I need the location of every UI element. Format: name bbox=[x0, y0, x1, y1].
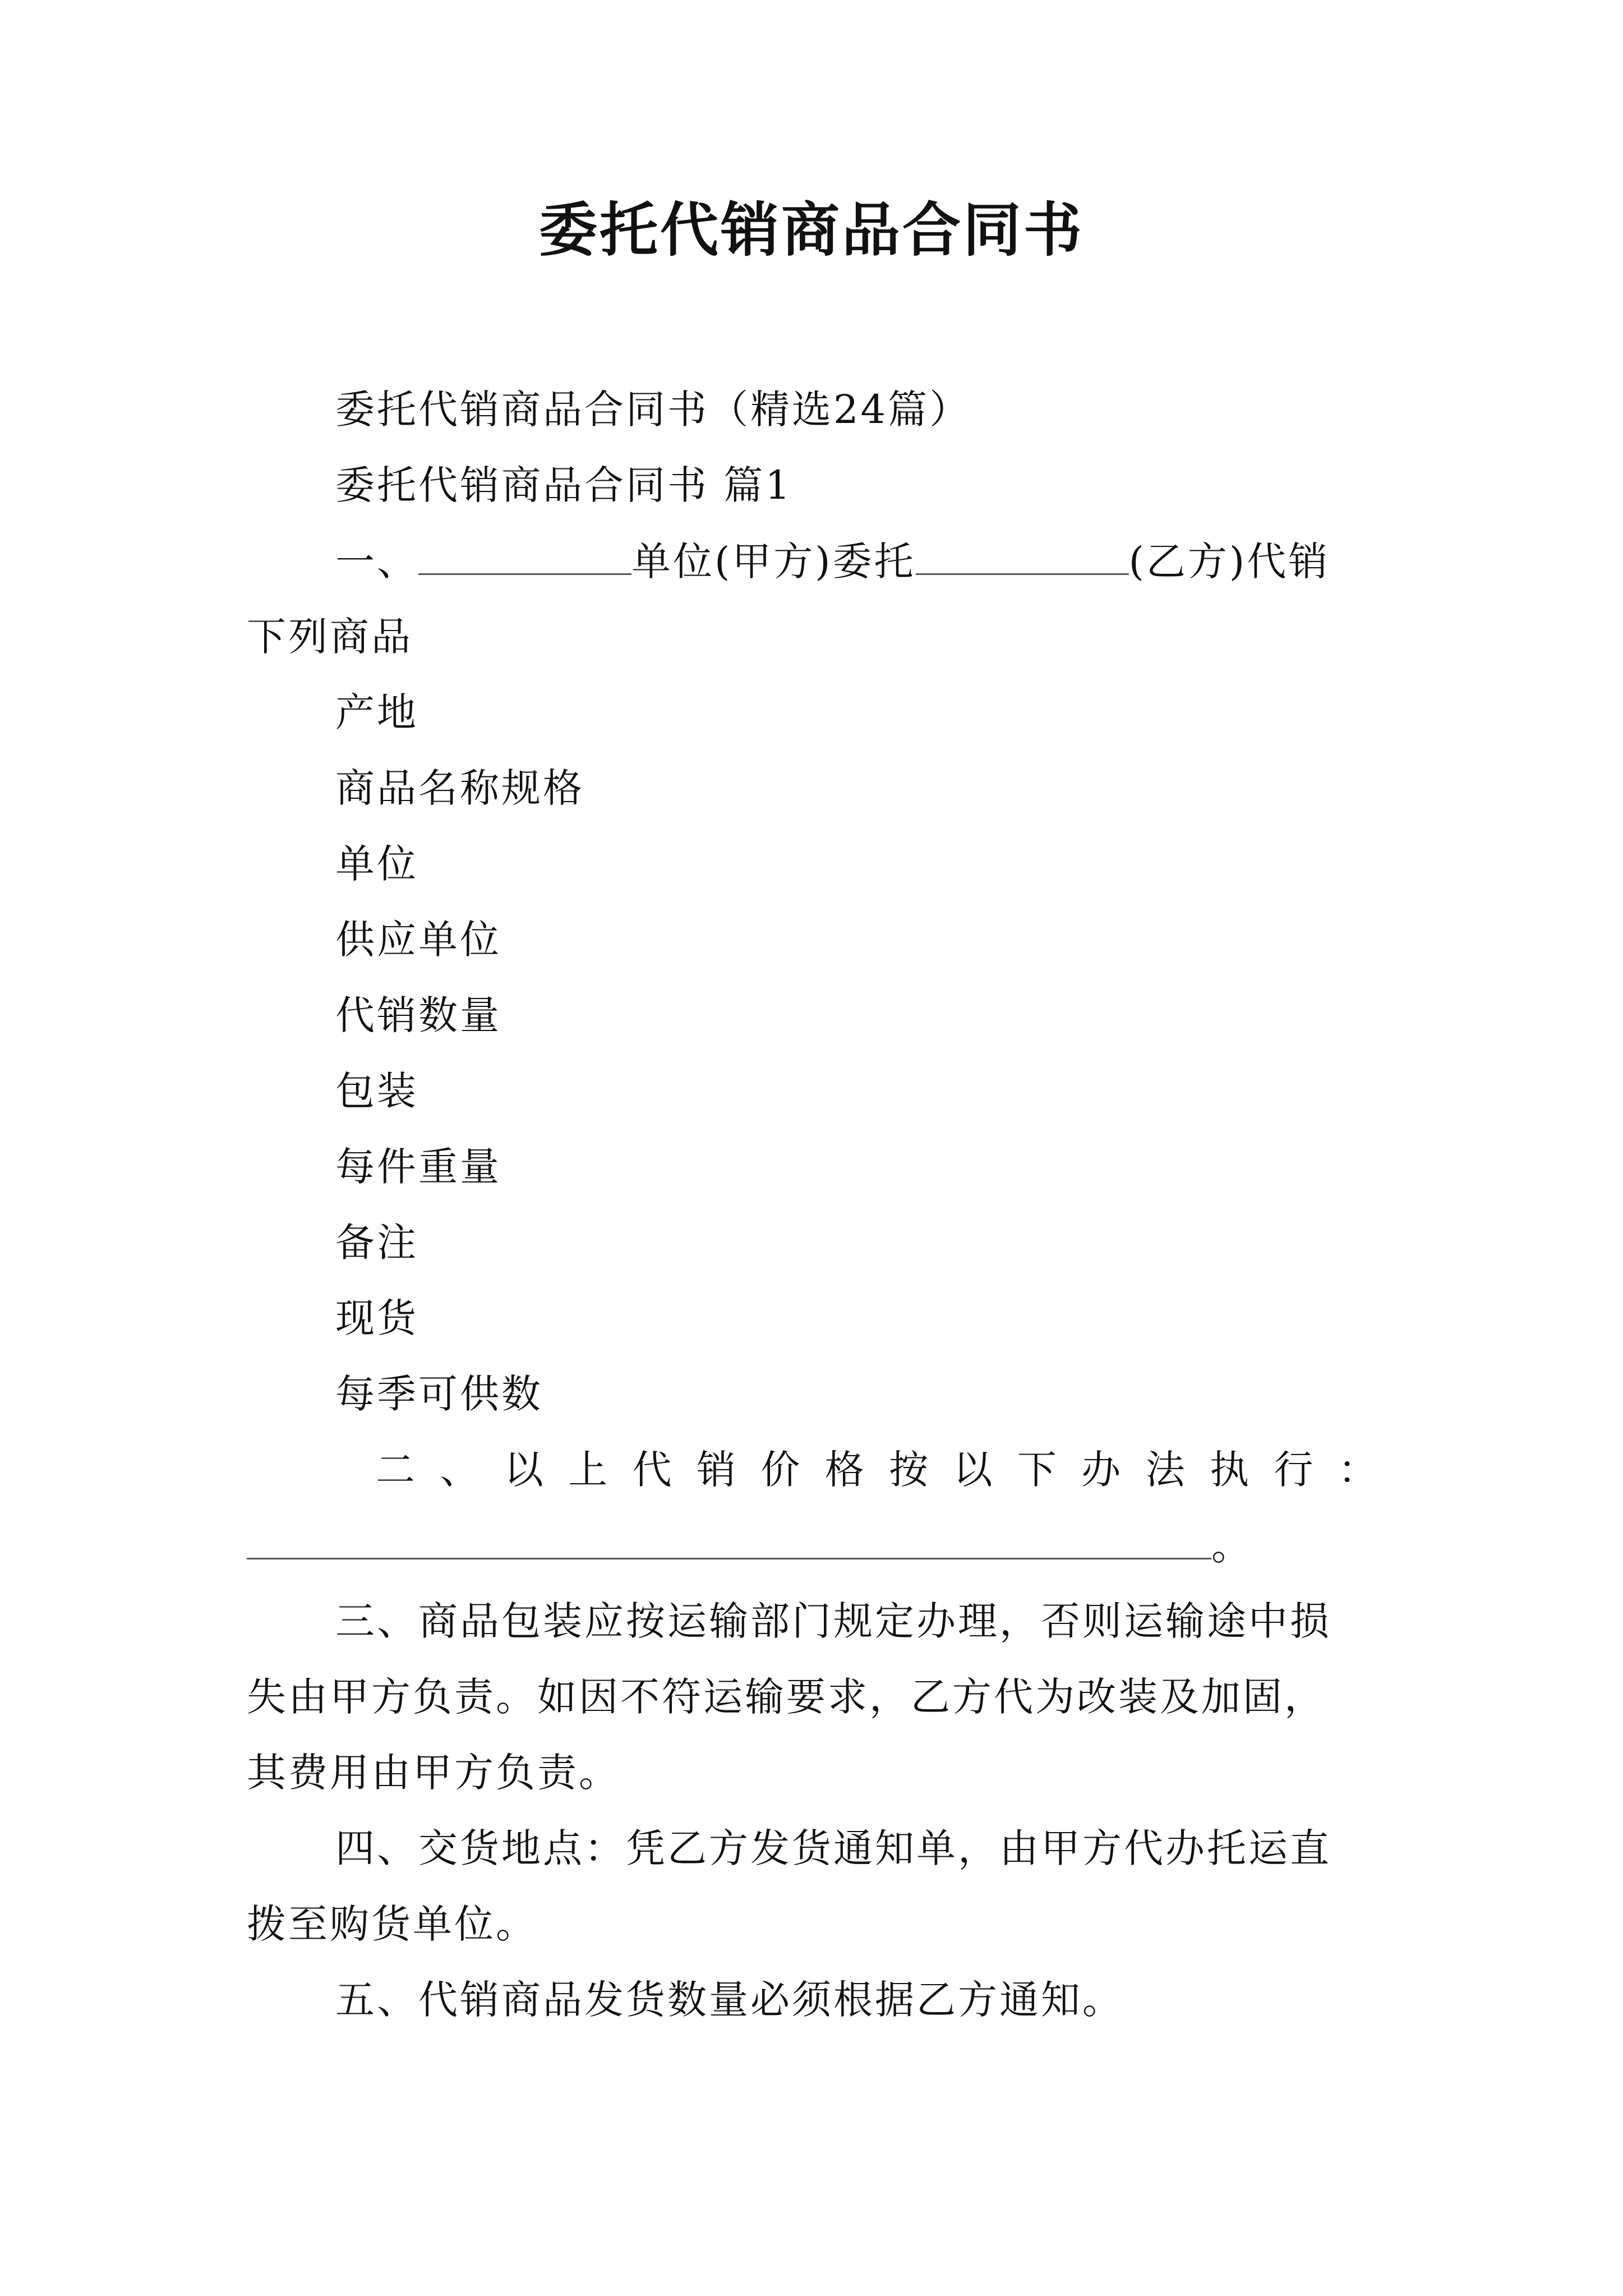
clause-1-mid-2: (乙方)代销 bbox=[1128, 539, 1330, 585]
item-supplier: 供应单位 bbox=[335, 917, 501, 963]
item-in-stock: 现货 bbox=[335, 1295, 418, 1341]
clause-2-end: 。 bbox=[1211, 1523, 1253, 1569]
section-heading: 委托代销商品合同书 篇1 bbox=[335, 462, 792, 508]
clause-2-char: 法 bbox=[1145, 1447, 1187, 1493]
clause-2-char: 以 bbox=[504, 1447, 546, 1493]
item-name-spec: 商品名称规格 bbox=[335, 765, 584, 811]
item-unit: 单位 bbox=[335, 841, 418, 887]
clause-2-char: 、 bbox=[440, 1447, 482, 1493]
clause-2-char: 执 bbox=[1210, 1447, 1252, 1493]
clause-2-char: 按 bbox=[889, 1447, 931, 1493]
pricing-method-blank bbox=[247, 1517, 1211, 1559]
clause-3-line-3: 其费用由甲方负责。 bbox=[247, 1750, 620, 1796]
item-origin: 产地 bbox=[335, 689, 418, 735]
party-a-blank bbox=[418, 533, 631, 575]
item-remarks: 备注 bbox=[335, 1220, 418, 1266]
item-quantity: 代销数量 bbox=[335, 992, 501, 1038]
clause-5-line-1: 五、代销商品发货数量必须根据乙方通知。 bbox=[335, 1977, 1124, 2023]
clause-1-prefix: 一、 bbox=[335, 539, 418, 585]
clause-2-char: 代 bbox=[632, 1447, 674, 1493]
party-b-blank bbox=[916, 533, 1129, 575]
clause-2-char: 下 bbox=[1017, 1447, 1059, 1493]
clause-2-char: 价 bbox=[760, 1447, 803, 1493]
item-weight: 每件重量 bbox=[335, 1144, 501, 1190]
clause-2-char: ： bbox=[1338, 1447, 1380, 1493]
clause-2-char: 以 bbox=[953, 1447, 995, 1493]
clause-1-line-1 bbox=[335, 533, 1380, 590]
document-subtitle: 委托代销商品合同书（精选24篇） bbox=[335, 386, 971, 432]
clause-2-line-1 bbox=[376, 1442, 1380, 1498]
clause-4-line-1: 四、交货地点：凭乙方发货通知单，由甲方代办托运直 bbox=[335, 1825, 1331, 1871]
document-title: 委托代销商品合同书 bbox=[538, 195, 1084, 264]
clause-1-line-2: 下列商品 bbox=[247, 614, 413, 660]
clause-2-line-2 bbox=[247, 1517, 1380, 1574]
clause-3-line-1: 三、商品包装应按运输部门规定办理，否则运输途中损 bbox=[335, 1598, 1331, 1644]
clause-2-char: 行 bbox=[1274, 1447, 1316, 1493]
item-seasonal-supply: 每季可供数 bbox=[335, 1371, 543, 1417]
clause-2-char: 销 bbox=[696, 1447, 738, 1493]
clause-4-line-2: 拨至购货单位。 bbox=[247, 1901, 537, 1947]
clause-1-mid-1: 单位(甲方)委托 bbox=[631, 539, 916, 585]
clause-3-line-2: 失由甲方负责。如因不符运输要求，乙方代为改装及加固， bbox=[247, 1674, 1326, 1720]
clause-2-char: 二 bbox=[376, 1447, 417, 1493]
clause-2-char: 格 bbox=[824, 1447, 866, 1493]
clause-2-char: 上 bbox=[568, 1447, 610, 1493]
clause-2-char: 办 bbox=[1081, 1447, 1123, 1493]
item-packaging: 包装 bbox=[335, 1068, 418, 1114]
